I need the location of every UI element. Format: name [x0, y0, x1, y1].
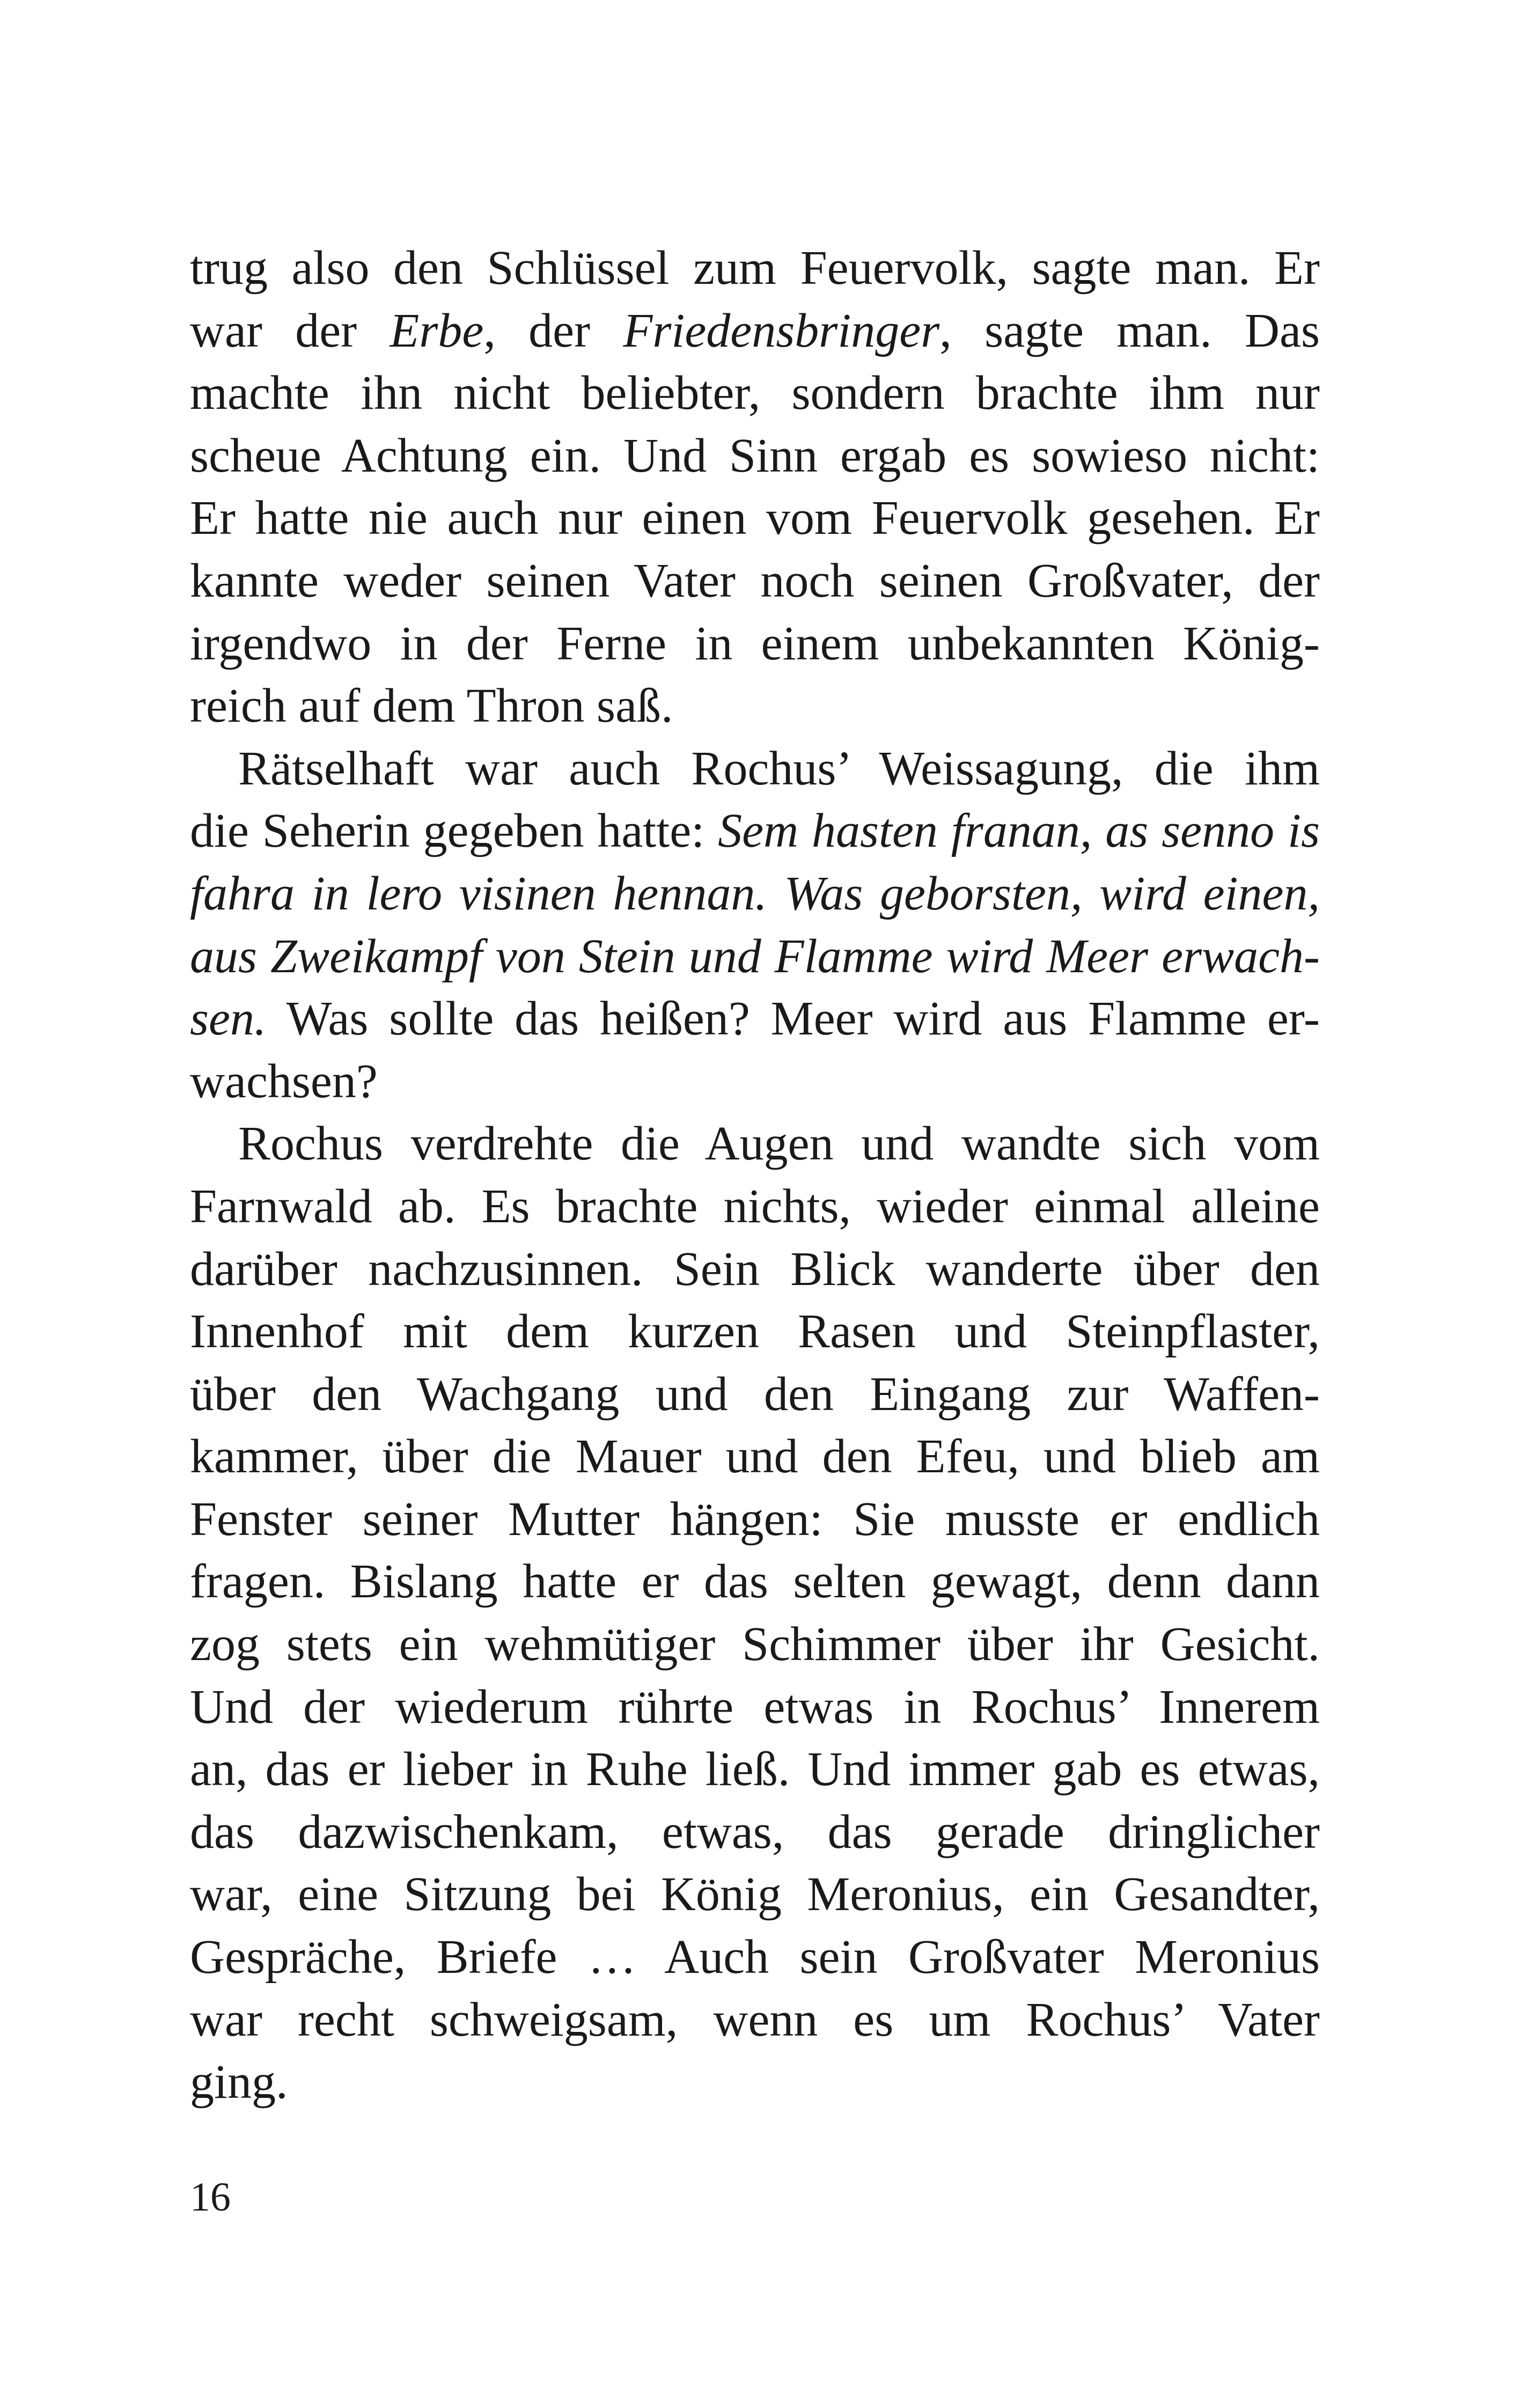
text-run: , sagte man. Das	[939, 304, 1320, 357]
text-line	[190, 487, 1320, 550]
text-line	[190, 988, 1320, 1051]
text-run: machte ihn nicht beliebter, sondern brachte ihm nur	[190, 366, 1320, 420]
text-run: reich auf dem Thron saß.	[190, 679, 673, 733]
text-line	[190, 1676, 1320, 1739]
text-run: Gespräche, Briefe … Auch sein Großvater Meronius	[190, 1930, 1320, 1984]
text-run: wachsen?	[190, 1054, 378, 1108]
text-line	[190, 1989, 1320, 2052]
text-line	[190, 1613, 1320, 1676]
text-line	[190, 1738, 1320, 1801]
text-run: Rochus verdrehte die Augen und wandte sich vom	[238, 1117, 1320, 1171]
text-line	[190, 237, 1320, 300]
text-run: an, das er lieber in Ruhe ließ. Und immer gab es etwas,	[190, 1743, 1320, 1796]
text-run: war recht schweigsam, wenn es um Rochus’ Vater	[190, 1993, 1320, 2046]
italic-text: Friedensbringer	[623, 304, 940, 357]
text-run: kannte weder seinen Vater noch seinen Großvater, der	[190, 554, 1320, 607]
italic-text: aus Zweikampf von Stein und Flamme wird Meer erwach-	[190, 929, 1320, 983]
text-line	[190, 1426, 1320, 1488]
text-line	[190, 675, 1320, 738]
text-line	[190, 2051, 1320, 2114]
text-line	[190, 926, 1320, 988]
text-line	[190, 738, 1320, 801]
page-number: 16	[190, 2175, 231, 2220]
text-run: scheue Achtung ein. Und Sinn ergab es sowieso nicht:	[190, 429, 1320, 482]
text-run: trug also den Schlüssel zum Feuervolk, sagte man. Er	[190, 241, 1320, 295]
italic-text: sen.	[190, 992, 267, 1046]
text-line	[190, 362, 1320, 425]
text-run: Und der wiederum rührte etwas in Rochus’ Innerem	[190, 1680, 1320, 1734]
text-run: irgendwo in der Ferne in einem unbekannten König-	[190, 616, 1320, 670]
text-run: darüber nachzusinnen. Sein Blick wanderte über den	[190, 1242, 1320, 1296]
text-run: Fenster seiner Mutter hängen: Sie musste er endlich	[190, 1492, 1320, 1546]
italic-text: fahra in lero visinen hennan. Was geborsten, wird einen,	[190, 867, 1320, 920]
body-text	[190, 237, 1320, 2114]
text-line	[190, 550, 1320, 613]
text-run: über den Wachgang und den Eingang zur Waffen-	[190, 1367, 1320, 1421]
text-run: Er hatte nie auch nur einen vom Feuervolk gesehen. Er	[190, 491, 1320, 545]
text-line	[190, 300, 1320, 363]
text-run: kammer, über die Mauer und den Efeu, und blieb am	[190, 1430, 1320, 1484]
text-run: Rätselhaft war auch Rochus’ Weissagung, die ihm	[238, 742, 1320, 795]
text-line	[190, 800, 1320, 863]
italic-text: Sem hasten franan, as senno is	[718, 804, 1320, 858]
text-run: die Seherin gegeben hatte:	[190, 804, 718, 858]
text-run: das dazwischenkam, etwas, das gerade dringlicher	[190, 1805, 1320, 1859]
italic-text: Erbe	[390, 304, 484, 357]
text-run: Farnwald ab. Es brachte nichts, wieder einmal alleine	[190, 1179, 1320, 1233]
text-run: Innenhof mit dem kurzen Rasen und Steinpflaster,	[190, 1305, 1320, 1359]
text-line	[190, 1238, 1320, 1301]
text-line	[190, 1176, 1320, 1238]
text-run: zog stets ein wehmütiger Schimmer über ihr Gesicht.	[190, 1618, 1320, 1671]
text-line	[190, 1551, 1320, 1613]
text-line	[190, 613, 1320, 676]
text-run: fragen. Bislang hatte er das selten gewagt, denn dann	[190, 1555, 1320, 1609]
text-line	[190, 1301, 1320, 1363]
text-line	[190, 1488, 1320, 1551]
text-run: Was sollte das heißen? Meer wird aus Flamme er-	[266, 992, 1320, 1046]
text-line	[190, 1926, 1320, 1989]
text-run: war, eine Sitzung bei König Meronius, ein Gesandter,	[190, 1868, 1320, 1921]
text-line	[190, 1051, 1320, 1113]
text-line	[190, 1863, 1320, 1926]
text-line	[190, 425, 1320, 488]
text-line	[190, 1113, 1320, 1176]
text-line	[190, 1363, 1320, 1426]
text-run: ging.	[190, 2055, 288, 2109]
text-run: , der	[483, 304, 623, 357]
text-line	[190, 863, 1320, 926]
text-line	[190, 1801, 1320, 1864]
text-run: war der	[190, 304, 390, 357]
